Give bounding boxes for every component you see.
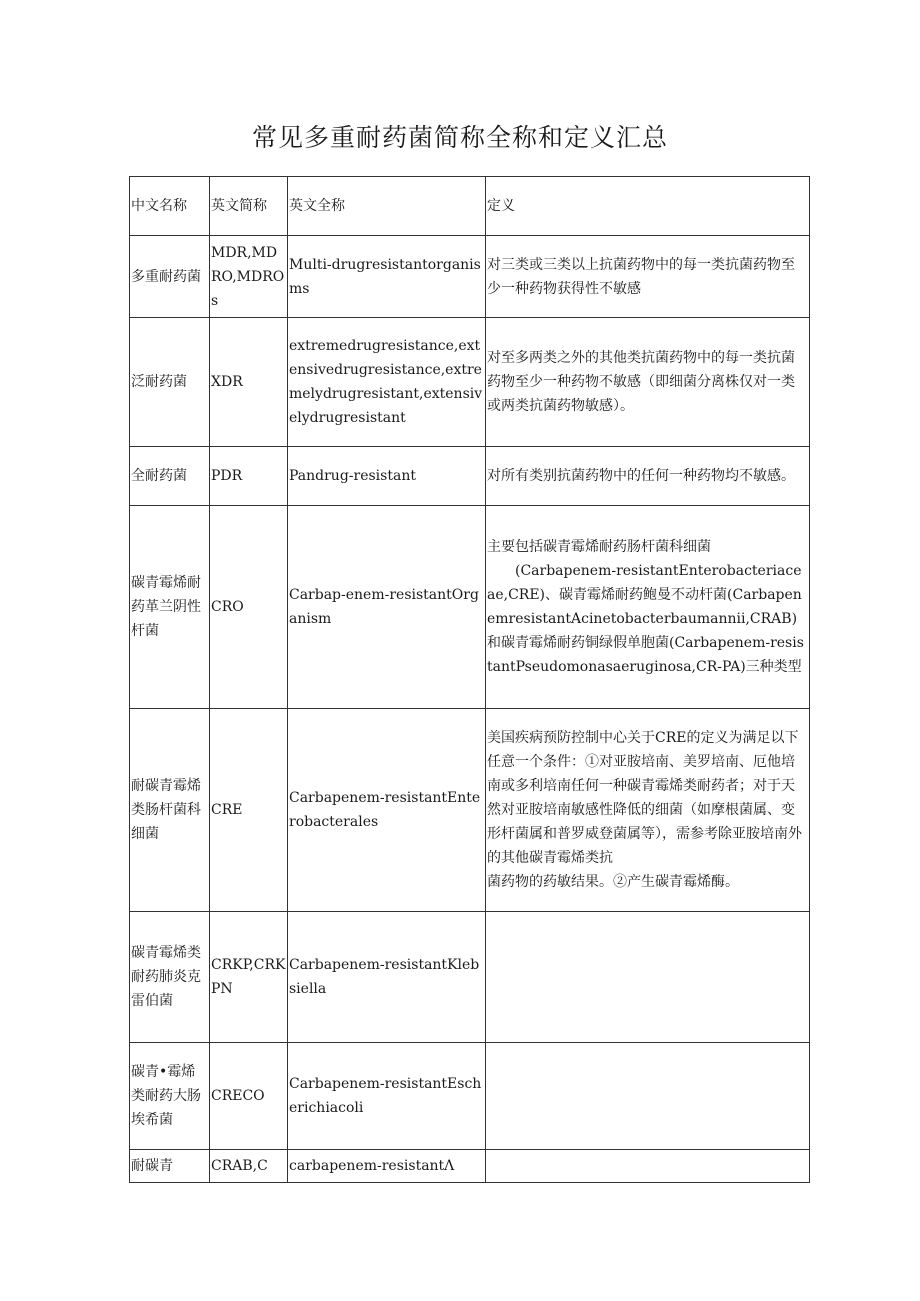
cell-abbr: MDR,MDRO,MDROs	[210, 236, 288, 318]
cell-cn-name: 多重耐药菌	[130, 236, 210, 318]
header-full-name: 英文全称	[288, 177, 486, 236]
cell-cn-name: 碳青•霉烯类耐药大肠埃希菌	[130, 1043, 210, 1150]
table-row	[130, 912, 810, 1043]
cell-cn-name: 全耐药菌	[130, 447, 210, 506]
cell-cn-name: 泛耐药菌	[130, 318, 210, 447]
cell-abbr: CRKP,CRKPN	[210, 912, 288, 1043]
cell-definition: 对至多两类之外的其他类抗菌药物中的每一类抗菌药物至少一种药物不敏感（即细菌分离株仅对一类或两类抗菌药物敏感）。	[486, 318, 810, 447]
cell-definition	[486, 709, 810, 912]
cell-full-name: Multi-drugresistantorganisms	[288, 236, 486, 318]
table-row	[130, 447, 810, 506]
cell-abbr: XDR	[210, 318, 288, 447]
cell-definition	[486, 1043, 810, 1150]
mdro-definition-table	[129, 176, 810, 1183]
cell-definition	[486, 1150, 810, 1183]
cell-definition: 对所有类别抗菌药物中的任何一种药物均不敏感。	[486, 447, 810, 506]
cell-full-name: Carbapenem-resistantKlebsiella	[288, 912, 486, 1043]
definition-line: 主要包括碳青霉烯耐药肠杆菌科细菌	[487, 539, 711, 555]
definition-line: (Carbapenem-resistantEnterobacteriaceae,CRE)、碳青霉烯耐药鲍曼不动杆菌(CarbapenemresistantAcinetobacterbaumannii,CRAB)和碳青霉烯耐药铜绿假单胞菌(Carbapenem-resistantPseudomonasaeruginosa,CR-PA)三种类型	[487, 563, 804, 675]
table-row	[130, 709, 810, 912]
cell-abbr: CRAB,C	[210, 1150, 288, 1183]
header-cn-name: 中文名称	[130, 177, 210, 236]
cell-definition: 对三类或三类以上抗菌药物中的每一类抗菌药物至少一种药物获得性不敏感	[486, 236, 810, 318]
cell-full-name: Carbap-enem-resistantOrganism	[288, 506, 486, 709]
definition-line: 美国疾病预防控制中心关于CRE的定义为满足以下任意一个条件：①对亚胺培南、美罗培南、厄他培南或多利培南任何一种碳青霉烯类耐药者；对于天然对亚胺培南敏感性降低的细菌（如摩根菌属、变形杆菌属和普罗威登菌属等），需参考除亚胺培南外的其他碳青霉烯类抗	[487, 730, 802, 866]
cell-definition	[486, 912, 810, 1043]
cell-full-name: extremedrugresistance,extensivedrugresistance,extremelydrugresistant,extensivelydrugresistant	[288, 318, 486, 447]
table-row	[130, 1043, 810, 1150]
table-row	[130, 318, 810, 447]
cell-full-name: carbapenem-resistantΛ	[288, 1150, 486, 1183]
header-abbr: 英文简称	[210, 177, 288, 236]
table-row	[130, 236, 810, 318]
cell-cn-name: 耐碳青霉烯类肠杆菌科细菌	[130, 709, 210, 912]
cell-full-name: Carbapenem-resistantEscherichiacoli	[288, 1043, 486, 1150]
cell-abbr: CRE	[210, 709, 288, 912]
cell-abbr: CRO	[210, 506, 288, 709]
cell-full-name: Carbapenem-resistantEnterobacterales	[288, 709, 486, 912]
page-title: 常见多重耐药菌简称全称和定义汇总	[251, 123, 668, 152]
header-definition: 定义	[486, 177, 810, 236]
cell-abbr: CRECO	[210, 1043, 288, 1150]
cell-cn-name: 碳青霉烯类耐药肺炎克雷伯菌	[130, 912, 210, 1043]
cell-cn-name: 耐碳青	[130, 1150, 210, 1183]
cell-cn-name: 碳青霉烯耐药革兰阴性杆菌	[130, 506, 210, 709]
table-row	[130, 1150, 810, 1183]
table-header-row	[130, 177, 810, 236]
cell-full-name: Pandrug-resistant	[288, 447, 486, 506]
table-row	[130, 506, 810, 709]
definition-line: 菌药物的药敏结果。②产生碳青霉烯酶。	[487, 874, 739, 890]
cell-definition	[486, 506, 810, 709]
cell-abbr: PDR	[210, 447, 288, 506]
